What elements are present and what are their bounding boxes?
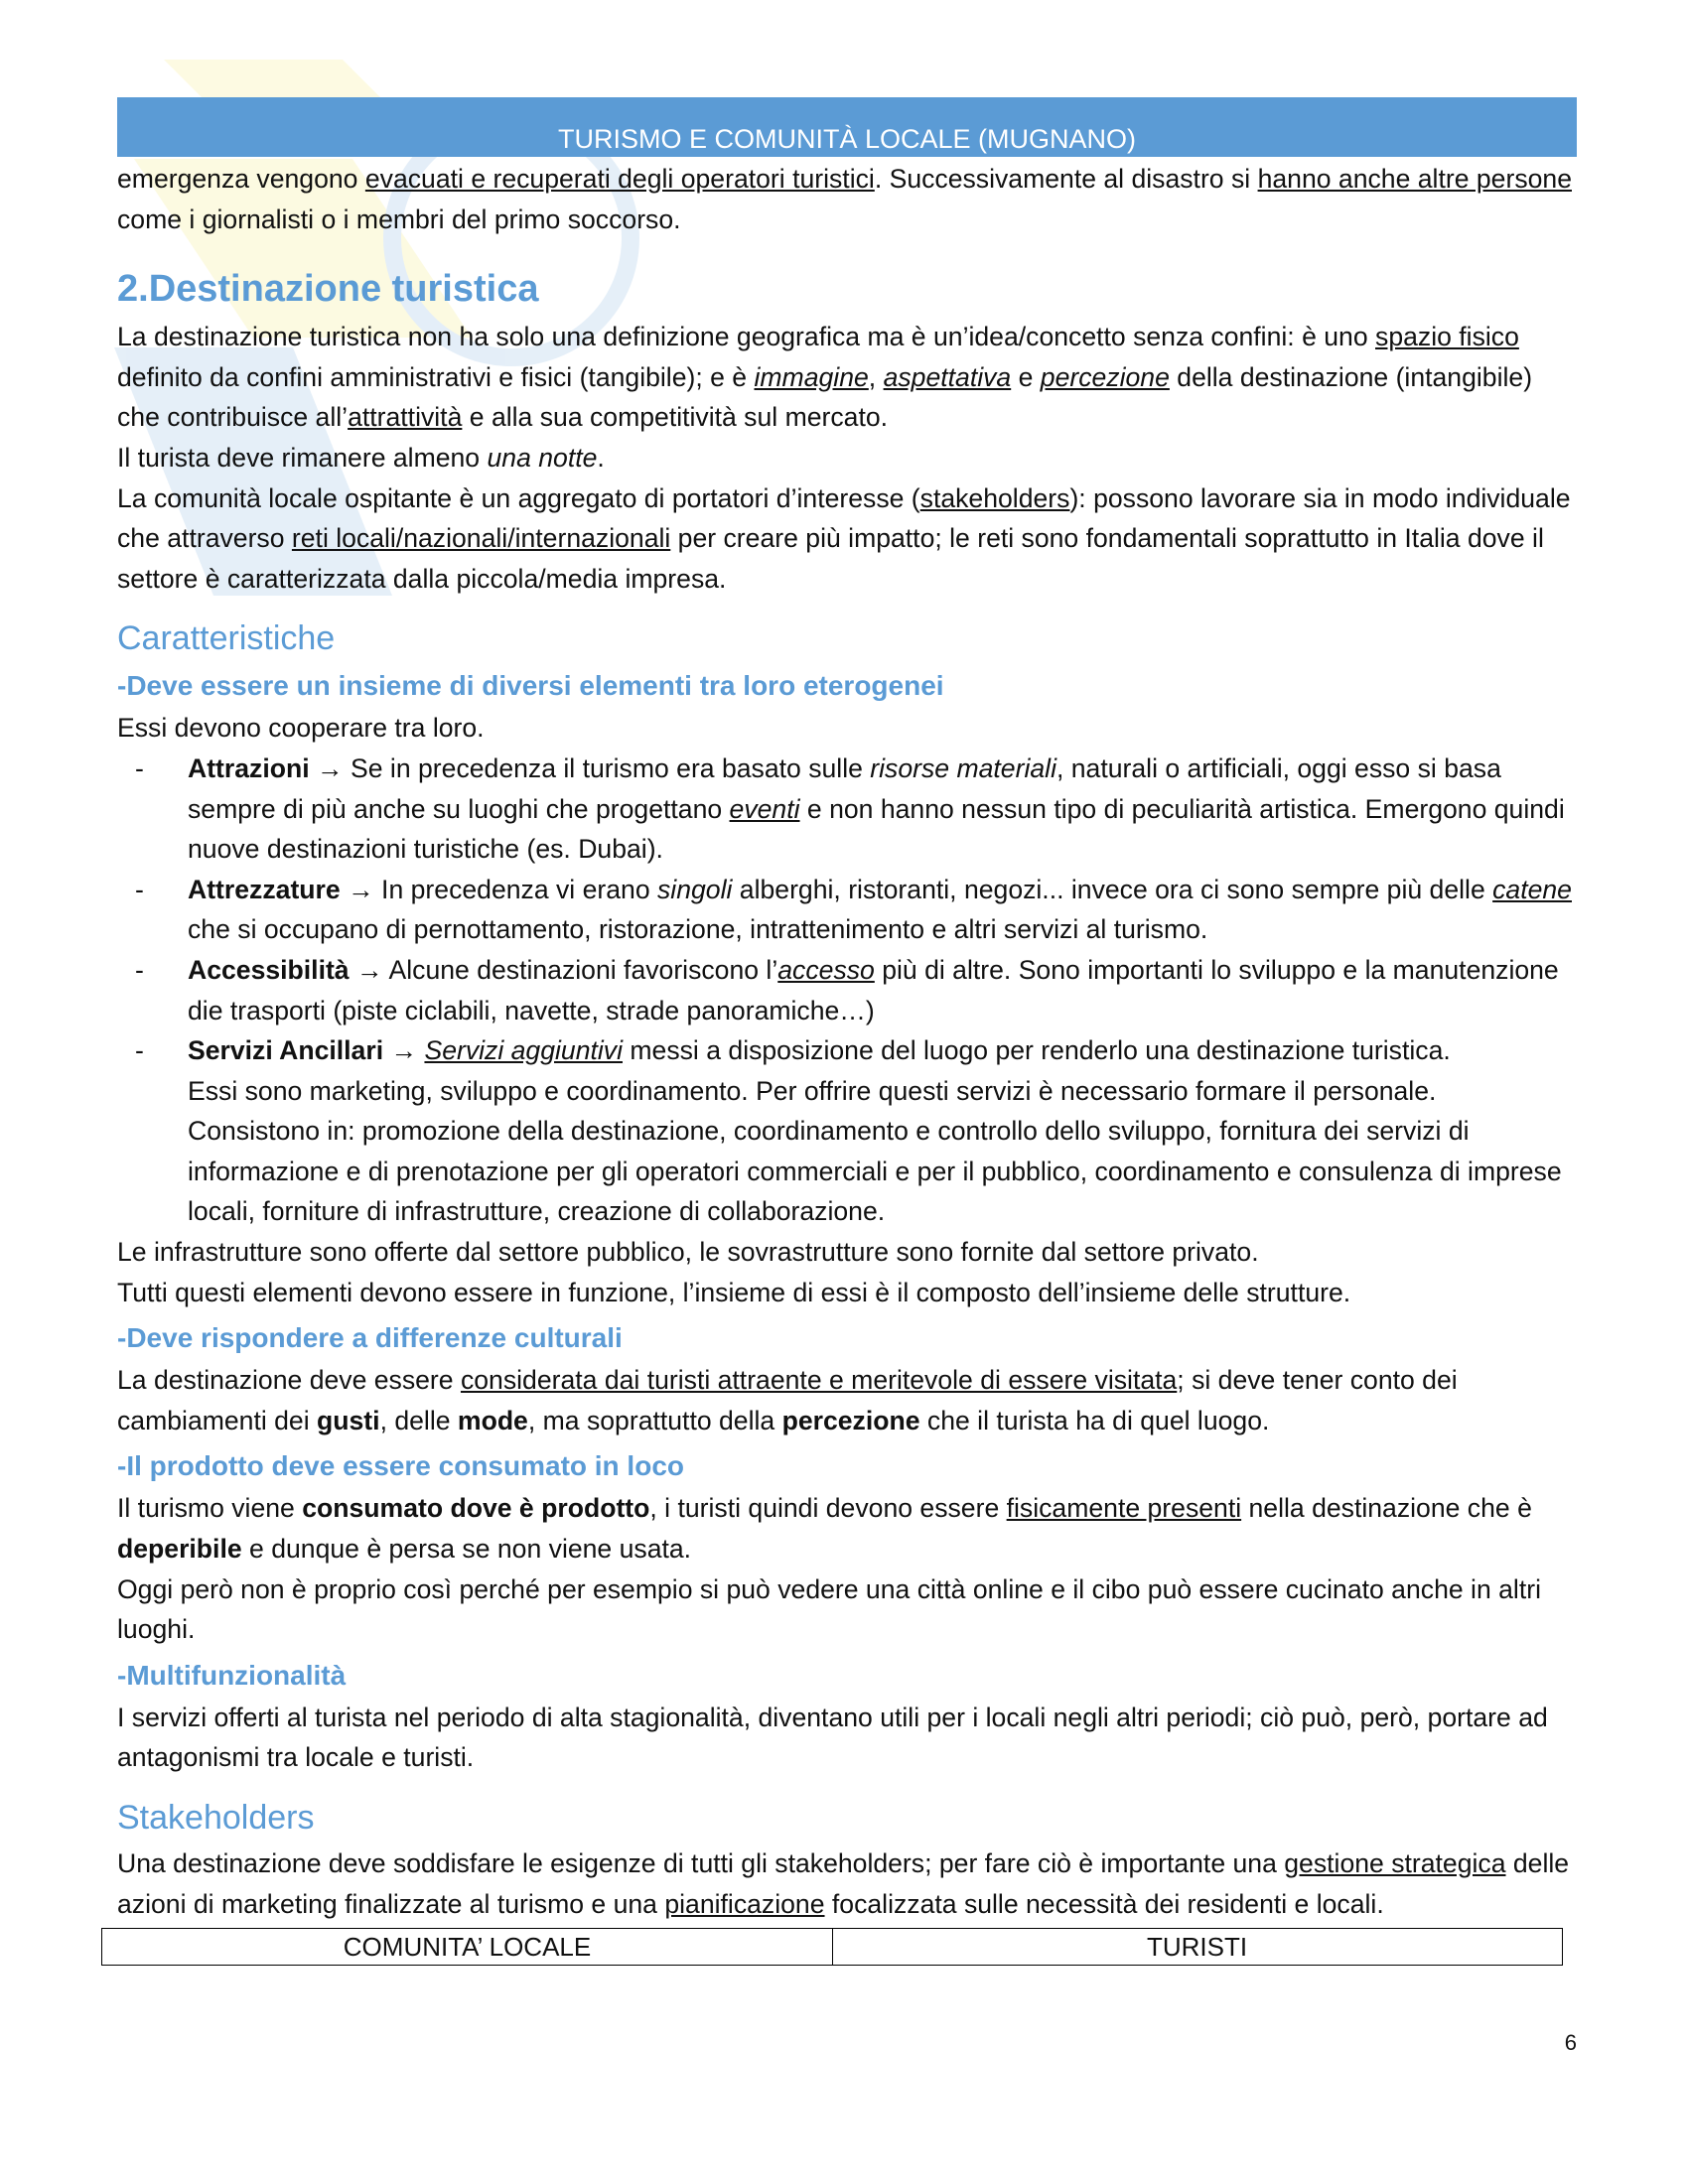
heading-caratteristiche: Caratteristiche xyxy=(117,619,336,658)
heading-stakeholders: Stakeholders xyxy=(117,1799,315,1837)
document-body xyxy=(117,159,1579,1966)
page-header xyxy=(117,97,1577,157)
paragraph-stakeholders: Una destinazione deve soddisfare le esigenze di tutti gli stakeholders; per fare ciò è importante una gestione strategica delle azioni di marketing finalizzate al turismo e una pianificazione focalizzata sulle necessità dei residenti e locali. xyxy=(117,1848,1570,1919)
arrow-right-icon: → xyxy=(390,1035,418,1066)
paragraph-multifunzionalita: I servizi offerti al turista nel periodo di alta stagionalità, diventano utili per i locali negli altri periodi; ciò può, però, portare ad antagonismi tra locale e turisti. xyxy=(117,1702,1548,1773)
paragraph-differenze-culturali: La destinazione deve essere considerata dai turisti attraente e meritevole di essere visitata; si deve tener conto dei cambiamenti dei gusti, delle mode, ma soprattutto della percezione che il turista ha di quel luogo. xyxy=(117,1365,1458,1435)
header-title: TURISMO E COMUNITÀ LOCALE (MUGNANO) xyxy=(557,124,1137,154)
list-item-accessibilita: - Accessibilità → Alcune destinazioni favoriscono l’accesso più di altre. Sono importanti lo sviluppo e la manutenzione die trasporti (piste ciclabili, navette, strade panoramiche…) xyxy=(117,950,1579,1030)
list-item-attrazioni: - Attrazioni → Se in precedenza il turismo era basato sulle risorse materiali, naturali o artificiali, oggi esso si basa sempre di più anche su luoghi che progettano eventi e non hanno nessun tipo di peculiarità artistica. Emergono quindi nuove destinazioni turistiche (es. Dubai). xyxy=(117,749,1579,870)
paragraph-comunita: La comunità locale ospitante è un aggregato di portatori d’interesse (stakeholders): possono lavorare sia in modo individuale che attraverso reti locali/nazionali/internazionali per creare più impatto; le reti sono fondamentali soprattutto in Italia dove il settore è caratterizzata dalla piccola/media impresa. xyxy=(117,482,1571,594)
paragraph-cooperare: Essi devono cooperare tra loro. xyxy=(117,713,485,744)
intro-paragraph: emergenza vengono evacuati e recuperati degli operatori turistici. Successivamente al disastro si hanno anche altre persone come i giornalisti o i membri del primo soccorso. xyxy=(117,164,1572,234)
arrow-right-icon: → xyxy=(356,954,383,985)
paragraph-infrastrutture: Le infrastrutture sono offerte dal settore pubblico, le sovrastrutture sono fornite dal settore privato. xyxy=(117,1237,1259,1268)
list-item-attrezzature: - Attrezzature → In precedenza vi erano singoli alberghi, ristoranti, negozi... invece ora ci sono sempre più delle catene che si occupano di pernottamento, ristorazione, intrattenimento e altri servizi al turismo. xyxy=(117,870,1579,950)
list-item-servizi-ancillari: - Servizi Ancillari → Servizi aggiuntivi messi a disposizione del luogo per renderlo una destinazione turistica. Essi sono marketing, sviluppo e coordinamento. Per offrire questi servizi è necessario formare il personale. Consistono in: promozione della destinazione, coordinamento e controllo dello sviluppo, fornitura dei servizi di informazione e di prenotazione per gli operatori commerciali e per il pubblico, coordinamento e consulenza di imprese locali, forniture di infrastrutture, creazione di collaborazione. xyxy=(117,1030,1579,1232)
subheading-differenze-culturali: -Deve rispondere a differenze culturali xyxy=(117,1322,623,1354)
paragraph-consumato: Il turismo viene consumato dove è prodotto, i turisti quindi devono essere fisicamente presenti nella destinazione che è deperibile e dunque è persa se non viene usata. xyxy=(117,1493,1532,1565)
paragraph-elementi-funzione: Tutti questi elementi devono essere in funzione, l’insieme di essi è il composto dell’insieme delle strutture. xyxy=(117,1277,1351,1307)
page-number: 6 xyxy=(1564,2030,1577,2055)
paragraph-una-notte: Il turista deve rimanere almeno una notte. xyxy=(117,442,605,473)
stakeholders-table-header xyxy=(101,1928,1563,1966)
section-title-destinazione: 2.Destinazione turistica xyxy=(117,268,539,311)
arrow-right-icon: → xyxy=(348,874,374,904)
subheading-consumato-in-loco: -Il prodotto deve essere consumato in loco xyxy=(117,1450,684,1482)
subheading-insieme-elementi: -Deve essere un insieme di diversi elementi tra loro eterogenei xyxy=(117,670,944,702)
list-elementi xyxy=(117,749,1579,1232)
arrow-right-icon: → xyxy=(317,752,344,783)
paragraph-oggi: Oggi però non è proprio così perché per esempio si può vedere una città online e il cibo può essere cucinato anche in altri luoghi. xyxy=(117,1573,1541,1645)
table-header-comunita: COMUNITA’ LOCALE xyxy=(102,1929,833,1965)
table-header-turisti: TURISTI xyxy=(1146,1932,1248,1963)
subheading-multifunzionalita: -Multifunzionalità xyxy=(117,1659,347,1691)
paragraph-definizione: La destinazione turistica non ha solo una definizione geografica ma è un’idea/concetto senza confini: è uno spazio fisico definito da confini amministrativi e fisici (tangibile); e è immagine, aspettativa e percezione della destinazione (intangibile) che contribuisce all’attrattività e alla sua competitività sul mercato. xyxy=(117,322,1533,433)
